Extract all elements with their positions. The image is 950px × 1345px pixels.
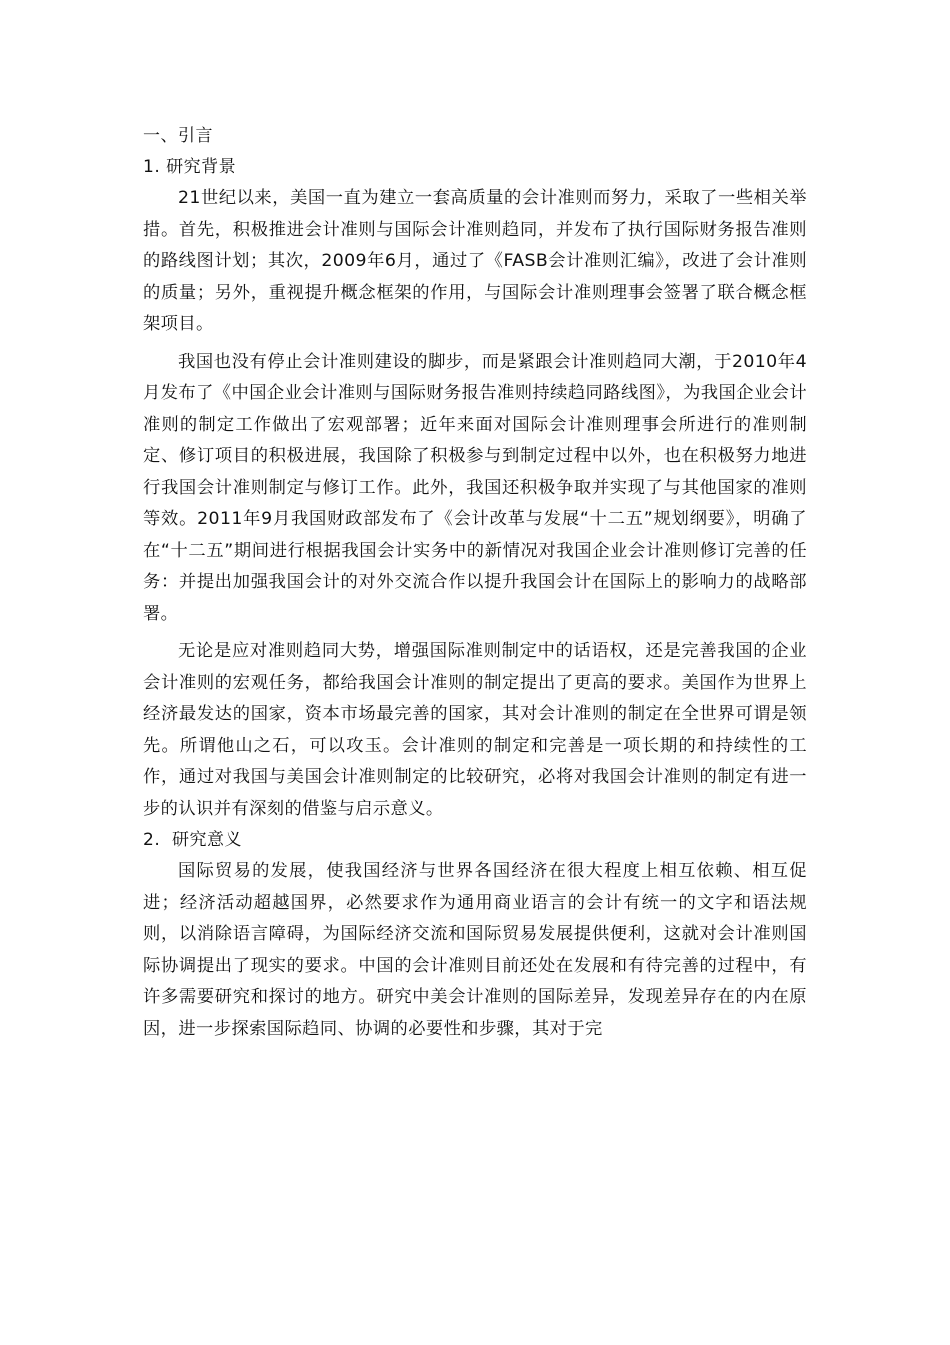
subsection-heading-significance: 2. 研究意义: [143, 830, 243, 850]
paragraph-us-standards: 21世纪以来，美国一直为建立一套高质量的会计准则而努力，采取了一些相关举措。首先，积极推进会计准则与国际会计准则趋同，并发布了执行国际财务报告准则的路线图计划；其次，2009年6月，通过了《FASB会计准则汇编》，改进了会计准则的质量；另外，重视提升概念框架的作用，与国际会计准则理事会签署了联合概念框架项目。: [143, 188, 807, 334]
document-page: [143, 121, 807, 1045]
subsection-heading-background: 1. 研究背景: [143, 157, 237, 177]
paragraph-significance: 国际贸易的发展，使我国经济与世界各国经济在很大程度上相互依赖、相互促进；经济活动超越国界，必然要求作为通用商业语言的会计有统一的文字和语法规则，以消除语言障碍，为国际经济交流和国际贸易发展提供便利，这就对会计准则国际协调提出了现实的要求。中国的会计准则目前还处在发展和有待完善的过程中，有许多需要研究和探讨的地方。研究中美会计准则的国际差异，发现差异存在的内在原因，进一步探索国际趋同、协调的必要性和步骤，其对于完: [143, 861, 807, 1039]
section-heading: 一、引言: [143, 126, 213, 146]
paragraph-requirements: 无论是应对准则趋同大势，增强国际准则制定中的话语权，还是完善我国的企业会计准则的宏观任务，都给我国会计准则的制定提出了更高的要求。美国作为世界上经济最发达的国家，资本市场最完善的国家，其对会计准则的制定在全世界可谓是领先。所谓他山之石，可以攻玉。会计准则的制定和完善是一项长期的和持续性的工作，通过对我国与美国会计准则制定的比较研究，必将对我国会计准则的制定有进一步的认识并有深刻的借鉴与启示意义。: [143, 641, 807, 819]
paragraph-china-standards: 我国也没有停止会计准则建设的脚步，而是紧跟会计准则趋同大潮，于2010年4月发布了《中国企业会计准则与国际财务报告准则持续趋同路线图》，为我国企业会计准则的制定工作做出了宏观部署；近年来面对国际会计准则理事会所进行的准则制定、修订项目的积极进展，我国除了积极参与到制定过程中以外，也在积极努力地进行我国会计准则制定与修订工作。此外，我国还积极争取并实现了与其他国家的准则等效。2011年9月我国财政部发布了《会计改革与发展“十二五”规划纲要》，明确了在“十二五”期间进行根据我国会计实务中的新情况对我国企业会计准则修订完善的任务：并提出加强我国会计的对外交流合作以提升我国会计在国际上的影响力的战略部署。: [143, 351, 807, 624]
